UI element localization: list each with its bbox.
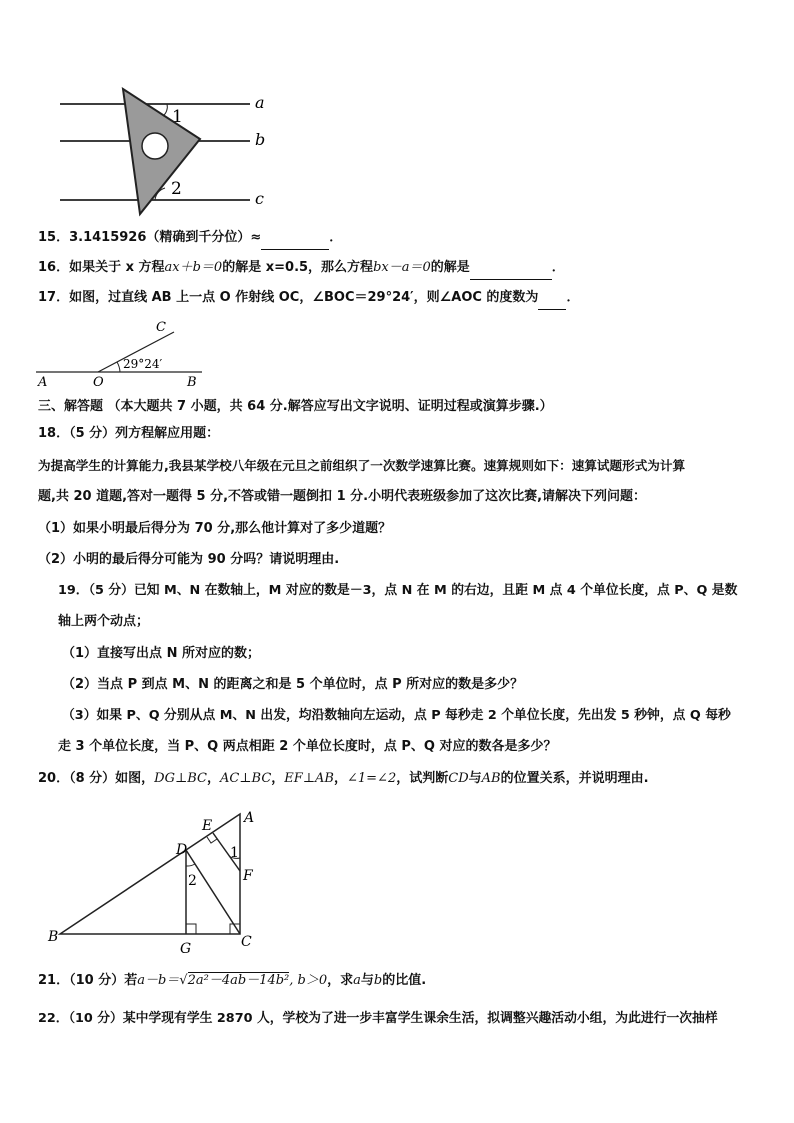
angle-figure-17 [34, 318, 214, 390]
label-c-fig20: C [241, 934, 252, 950]
section-heading-3: 三、解答题 （本大题共 7 小题，共 64 分.解答应写出文字说明、证明过程或演算步骤.） [38, 399, 553, 414]
triangle-abc [60, 814, 240, 934]
label-b: B [187, 375, 197, 390]
line-b-label: b [255, 130, 266, 149]
angle2-arc-fig20 [186, 864, 195, 866]
q20-cond2: AC⊥BC [219, 771, 272, 786]
angle-label: 29°24′ [123, 357, 163, 371]
right-angle-e [207, 837, 217, 843]
question-16 [38, 259, 565, 280]
q15-answer-blank[interactable] [261, 231, 329, 250]
q18-body-line1: 为提高学生的计算能力,我县某学校八年级在元旦之前组织了一次数学速算比赛。速算规则如下：速算试题形式为计算 [38, 458, 686, 473]
q18-body-line2: 题,共 20 道题,答对一题得 5 分,不答或错一题倒扣 1 分.小明代表班级参加了这次比赛,请解决下列问题： [38, 489, 647, 504]
label-o: O [93, 375, 104, 390]
q17-text: 17．如图，过直线 AB 上一点 O 作射线 OC，∠BOC＝29°24′，则∠AOC 的度数为 [38, 290, 539, 305]
label-a: A [38, 375, 48, 390]
q16-eq2: bx－a＝0 [373, 260, 431, 275]
q18-sub2: （2）小明的最后得分可能为 90 分吗？请说明理由. [38, 552, 340, 567]
label-g: G [180, 941, 192, 956]
q21-tail1: ，求 [327, 973, 354, 988]
question-21 [38, 970, 426, 992]
q20-term-cd: CD [448, 771, 469, 786]
q17-answer-blank[interactable] [538, 291, 566, 310]
q19-sub1: （1）直接写出点 N 所对应的数； [62, 646, 260, 661]
sqrt-sign: √ [179, 973, 188, 988]
q20-head: 20．（8 分）如图， [38, 771, 155, 786]
label-d: D [176, 842, 188, 858]
q19-sub3-line2: 走 3 个单位长度，当 P、Q 两点相距 2 个单位长度时，点 P、Q 对应的数各是多少？ [58, 739, 557, 754]
q16-part2: 的解是 x=0.5，那么方程 [222, 260, 374, 275]
q16-eq1: ax＋b＝0 [164, 260, 223, 275]
parallel-lines-figure [55, 84, 285, 218]
q21-var-b: b [373, 973, 383, 988]
segment-dc [186, 850, 240, 934]
q20-cond3: EF⊥AB [284, 771, 334, 786]
q18-heading: 18．（5 分）列方程解应用题： [38, 426, 220, 441]
angle1-label: 1 [172, 107, 183, 127]
q15-text: 15．3.1415926（精确到千分位）≈ [38, 230, 262, 245]
q20-term-ab: AB [481, 771, 501, 786]
line-a-label: a [255, 93, 265, 112]
q17-end: ． [566, 290, 580, 305]
question-17 [38, 289, 579, 310]
q20-tail1: ，试判断 [396, 771, 449, 786]
q20-cond1: DG⊥BC [154, 771, 207, 786]
q20-tail2: 与 [468, 771, 482, 786]
label-f: F [243, 868, 253, 884]
question-15 [38, 229, 342, 250]
q21-head: 21．（10 分）若 [38, 973, 138, 988]
line-c-label: c [255, 189, 264, 208]
angle2-label: 2 [171, 179, 182, 199]
right-angle-g [186, 924, 196, 934]
angle-arc [117, 362, 120, 372]
q16-part1: 16．如果关于 x 方程 [38, 260, 165, 275]
q18-sub1: （1）如果小明最后得分为 70 分,那么他计算对了多少道题？ [38, 521, 392, 536]
question-20: 20．（8 分）如图，DG⊥BC，AC⊥BC，EF⊥AB，∠1=∠2，试判断CD与AB的位置关系，并说明理由. [38, 771, 649, 786]
label-a-fig20: A [244, 810, 255, 826]
q19-sub3-line1: （3）如果 P、Q 分别从点 M、N 出发，均沿数轴向左运动，点 P 每秒走 2 个单位长度，先出发 5 秒钟，点 Q 每秒 [62, 708, 731, 723]
q20-tail3: 的位置关系，并说明理由. [500, 771, 649, 786]
label-c: C [156, 320, 166, 335]
triangle-figure-20 [40, 806, 270, 956]
q19-sub2: （2）当点 P 到点 M、N 的距离之和是 5 个单位时，点 P 所对应的数是多少？ [62, 677, 524, 692]
q16-part3: 的解是 [430, 260, 470, 275]
q19-line2: 轴上两个动点； [58, 614, 150, 629]
q15-end: ． [329, 230, 343, 245]
q21-tail3: 的比值. [382, 973, 427, 988]
label-e: E [202, 818, 213, 834]
q16-end: ． [551, 260, 565, 275]
angle1-arc [163, 104, 167, 116]
q16-answer-blank[interactable] [470, 261, 552, 280]
question-22: 22．（10 分）某中学现有学生 2870 人，学校为了进一步丰富学生课余生活，拟调整兴趣活动小组，为此进行一次抽样 [38, 1011, 718, 1026]
q21-tail2: 与 [360, 973, 374, 988]
q21-var-a: a [353, 973, 361, 988]
ruler-hole [142, 133, 168, 159]
label-1: 1 [230, 845, 239, 861]
q21-expr: a－b＝ [137, 973, 180, 988]
q21-radicand: 2a²－4ab－14b² [187, 973, 290, 988]
q21-condition: , b＞0 [289, 973, 328, 988]
q20-cond4: ∠1=∠2 [347, 771, 397, 786]
label-b-fig20: B [48, 929, 59, 945]
label-2: 2 [188, 873, 197, 889]
q19-line1: 19．（5 分）已知 M、N 在数轴上，M 对应的数是－3，点 N 在 M 的右边，且距 M 点 4 个单位长度，点 P、Q 是数 [58, 583, 738, 598]
